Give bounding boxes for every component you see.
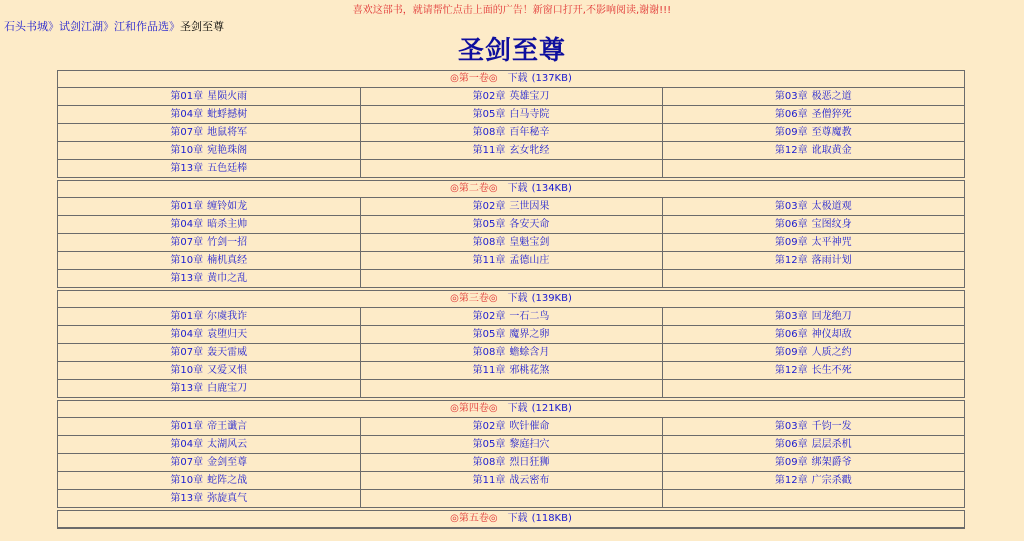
- chapter-cell: [58, 216, 360, 234]
- chapter-link[interactable]: [775, 219, 852, 230]
- chapter-number: 第06章: [774, 109, 808, 120]
- chapter-title: 竹剑一招: [207, 237, 248, 248]
- chapter-row: [58, 308, 964, 326]
- chapter-number: 第05章: [472, 219, 506, 230]
- chapter-row: [58, 216, 964, 234]
- volume-header: [58, 401, 964, 418]
- chapter-link[interactable]: [775, 439, 852, 450]
- chapter-number: 第13章: [170, 273, 204, 284]
- chapter-title: 各安天命: [509, 219, 550, 230]
- chapter-title: 人质之约: [811, 347, 852, 358]
- chapter-cell: [662, 380, 964, 398]
- chapter-cell: [662, 234, 964, 252]
- volume-download-link[interactable]: 下载: [507, 293, 528, 304]
- chapter-title: 百年秘辛: [509, 127, 550, 138]
- page-title: 圣剑至尊: [457, 36, 566, 66]
- chapter-link[interactable]: [775, 237, 852, 248]
- chapter-number: 第08章: [472, 127, 506, 138]
- chapter-title: 太湖风云: [207, 439, 248, 450]
- chapter-cell: [360, 472, 662, 490]
- breadcrumb-separator: 》: [48, 20, 59, 33]
- chapter-link[interactable]: [473, 91, 550, 102]
- chapter-link[interactable]: [170, 145, 247, 156]
- chapter-title: 三世因果: [509, 201, 550, 212]
- chapter-link[interactable]: [775, 457, 852, 468]
- chapter-title: 金剑至尊: [207, 457, 248, 468]
- chapter-title: 圣僧猝死: [811, 109, 852, 120]
- chapter-row: [58, 198, 964, 216]
- chapter-row: [58, 344, 964, 362]
- chapter-link[interactable]: [170, 347, 247, 358]
- chapter-number: 第13章: [170, 493, 204, 504]
- chapter-number: 第06章: [774, 329, 808, 340]
- volume-header: [58, 71, 964, 88]
- chapter-number: 第05章: [472, 439, 506, 450]
- chapter-cell: [360, 106, 662, 124]
- chapter-cell: [360, 124, 662, 142]
- chapter-cell: [662, 106, 964, 124]
- chapter-number: 第07章: [170, 457, 204, 468]
- chapter-number: 第03章: [774, 91, 808, 102]
- volume-block: [57, 70, 965, 178]
- chapter-title: 玄女牝经: [509, 145, 550, 156]
- chapter-cell: [58, 454, 360, 472]
- chapter-cell: [58, 142, 360, 160]
- chapter-link[interactable]: [170, 127, 247, 138]
- chapter-cell: [58, 106, 360, 124]
- volume-size: (134KB): [531, 183, 572, 194]
- chapter-row: [58, 472, 964, 490]
- chapter-title: 千钧一发: [811, 421, 852, 432]
- chapter-cell: [662, 124, 964, 142]
- chapter-cell: [58, 124, 360, 142]
- chapter-title: 黎庭扫穴: [509, 439, 550, 450]
- chapter-number: 第02章: [472, 201, 506, 212]
- chapter-link[interactable]: [473, 201, 550, 212]
- chapter-cell: [58, 344, 360, 362]
- chapter-number: 第04章: [170, 109, 204, 120]
- chapter-title: 回龙绝刀: [811, 311, 852, 322]
- chapter-number: 第12章: [774, 475, 808, 486]
- chapter-cell: [58, 436, 360, 454]
- chapter-cell: [360, 490, 662, 508]
- chapter-row: [58, 490, 964, 508]
- chapter-cell: [662, 270, 964, 288]
- chapter-row: [58, 160, 964, 178]
- chapter-cell: [662, 216, 964, 234]
- chapter-link[interactable]: [170, 311, 247, 322]
- chapter-table: [58, 88, 964, 177]
- chapter-title: 吹针催命: [509, 421, 550, 432]
- chapter-title: 又爱又恨: [207, 365, 248, 376]
- chapter-cell: [360, 234, 662, 252]
- volume-size: (137KB): [531, 73, 572, 84]
- chapter-link[interactable]: [473, 109, 550, 120]
- volume-name: ◎第三卷◎: [450, 293, 498, 304]
- volume-size: (121KB): [531, 403, 572, 414]
- chapter-number: 第08章: [472, 347, 506, 358]
- chapter-number: 第03章: [774, 201, 808, 212]
- volume-name: ◎第五卷◎: [450, 513, 498, 524]
- chapter-cell: [662, 418, 964, 436]
- chapter-link[interactable]: [170, 329, 247, 340]
- volume-download-link[interactable]: 下载: [507, 183, 528, 194]
- chapter-cell: [662, 490, 964, 508]
- chapter-title: 皇魁宝剑: [509, 237, 550, 248]
- chapter-number: 第11章: [472, 145, 506, 156]
- chapter-link[interactable]: [170, 255, 247, 266]
- chapter-cell: [360, 380, 662, 398]
- volume-name: ◎第二卷◎: [450, 183, 498, 194]
- chapter-number: 第11章: [472, 475, 506, 486]
- chapter-link[interactable]: [170, 457, 247, 468]
- chapter-cell: [662, 88, 964, 106]
- chapter-number: 第08章: [472, 457, 506, 468]
- chapter-number: 第13章: [170, 383, 204, 394]
- chapter-link[interactable]: [775, 475, 852, 486]
- chapter-number: 第07章: [170, 347, 204, 358]
- chapter-cell: [360, 142, 662, 160]
- chapter-cell: [360, 418, 662, 436]
- chapter-cell: [662, 160, 964, 178]
- chapter-number: 第12章: [774, 365, 808, 376]
- chapter-cell: [360, 216, 662, 234]
- chapter-cell: [360, 454, 662, 472]
- chapter-cell: [360, 160, 662, 178]
- chapter-number: 第04章: [170, 219, 204, 230]
- chapter-link[interactable]: [775, 201, 852, 212]
- volume-block: [57, 510, 965, 529]
- chapter-link[interactable]: [775, 365, 852, 376]
- chapter-number: 第10章: [170, 255, 204, 266]
- chapter-cell: [58, 252, 360, 270]
- chapter-link[interactable]: [473, 219, 550, 230]
- chapter-number: 第05章: [472, 329, 506, 340]
- chapter-title: 层层杀机: [811, 439, 852, 450]
- chapter-title: 宝图纹身: [811, 219, 852, 230]
- chapter-title: 烈日狂狮: [509, 457, 550, 468]
- chapter-cell: [360, 362, 662, 380]
- chapter-link[interactable]: [473, 365, 550, 376]
- chapter-cell: [662, 198, 964, 216]
- chapter-number: 第09章: [774, 457, 808, 468]
- chapter-title: 广宗杀戳: [811, 475, 852, 486]
- chapter-title: 白鹿宝刀: [207, 383, 248, 394]
- chapter-number: 第04章: [170, 329, 204, 340]
- chapter-row: [58, 252, 964, 270]
- chapter-number: 第09章: [774, 127, 808, 138]
- chapter-title: 楠机真经: [207, 255, 248, 266]
- chapter-link[interactable]: [775, 145, 852, 156]
- chapter-link[interactable]: [473, 475, 550, 486]
- chapter-number: 第01章: [170, 201, 204, 212]
- volume-download-link[interactable]: 下载: [507, 403, 528, 414]
- chapter-link[interactable]: [775, 421, 852, 432]
- chapter-link[interactable]: [775, 311, 852, 322]
- chapter-link[interactable]: [473, 347, 550, 358]
- chapter-link[interactable]: [473, 311, 550, 322]
- ad-notice: 喜欢这部书，就请帮忙点击上面的广告！新窗口打开,不影响阅读,谢谢!!!: [352, 5, 672, 16]
- breadcrumb: [4, 20, 224, 34]
- chapter-title: 蚍蜉撼树: [207, 109, 248, 120]
- chapter-number: 第01章: [170, 421, 204, 432]
- chapter-cell: [58, 160, 360, 178]
- chapter-number: 第10章: [170, 145, 204, 156]
- volume-header: [58, 181, 964, 198]
- chapter-title: 缠铃如龙: [207, 201, 248, 212]
- chapter-cell: [662, 344, 964, 362]
- chapter-cell: [360, 308, 662, 326]
- chapter-cell: [662, 252, 964, 270]
- chapter-link[interactable]: [170, 237, 247, 248]
- volume-block: [57, 180, 965, 288]
- chapter-number: 第08章: [472, 237, 506, 248]
- chapter-row: [58, 124, 964, 142]
- breadcrumb-home-link[interactable]: 石头书城: [4, 20, 48, 33]
- chapter-table: [58, 308, 964, 397]
- volume-name: ◎第四卷◎: [450, 403, 498, 414]
- chapter-cell: [360, 252, 662, 270]
- chapter-number: 第03章: [774, 311, 808, 322]
- chapter-number: 第02章: [472, 421, 506, 432]
- chapter-title: 宛艳珠阁: [207, 145, 248, 156]
- chapter-table: [58, 198, 964, 287]
- volume-list: [57, 70, 965, 531]
- chapter-cell: [662, 362, 964, 380]
- chapter-number: 第07章: [170, 237, 204, 248]
- volume-header: [58, 291, 964, 308]
- chapter-link[interactable]: [170, 493, 247, 504]
- chapter-number: 第04章: [170, 439, 204, 450]
- chapter-link[interactable]: [170, 421, 247, 432]
- chapter-row: [58, 234, 964, 252]
- chapter-link[interactable]: [473, 145, 550, 156]
- breadcrumb-separator: 》: [103, 20, 114, 33]
- chapter-link[interactable]: [170, 273, 247, 284]
- chapter-number: 第09章: [774, 347, 808, 358]
- breadcrumb-current: 圣剑至尊: [180, 20, 224, 33]
- chapter-number: 第11章: [472, 365, 506, 376]
- chapter-title: 英雄宝刀: [509, 91, 550, 102]
- chapter-cell: [360, 344, 662, 362]
- chapter-title: 弥旋真气: [207, 493, 248, 504]
- chapter-number: 第06章: [774, 439, 808, 450]
- chapter-cell: [360, 270, 662, 288]
- chapter-cell: [58, 234, 360, 252]
- chapter-cell: [58, 362, 360, 380]
- chapter-link[interactable]: [170, 201, 247, 212]
- chapter-link[interactable]: [775, 127, 852, 138]
- chapter-link[interactable]: [473, 255, 550, 266]
- chapter-link[interactable]: [170, 163, 247, 174]
- volume-block: [57, 290, 965, 398]
- chapter-number: 第10章: [170, 365, 204, 376]
- chapter-cell: [58, 198, 360, 216]
- chapter-cell: [58, 380, 360, 398]
- chapter-row: [58, 142, 964, 160]
- chapter-row: [58, 454, 964, 472]
- chapter-cell: [360, 88, 662, 106]
- chapter-title: 帝王谶言: [207, 421, 248, 432]
- chapter-number: 第10章: [170, 475, 204, 486]
- chapter-number: 第02章: [472, 311, 506, 322]
- chapter-number: 第12章: [774, 145, 808, 156]
- chapter-number: 第02章: [472, 91, 506, 102]
- chapter-row: [58, 326, 964, 344]
- chapter-title: 极恶之道: [811, 91, 852, 102]
- breadcrumb-separator: 》: [169, 20, 180, 33]
- volume-header: [58, 511, 964, 528]
- chapter-title: 太平神咒: [811, 237, 852, 248]
- chapter-title: 至尊魔教: [811, 127, 852, 138]
- chapter-link[interactable]: [473, 329, 550, 340]
- chapter-number: 第09章: [774, 237, 808, 248]
- chapter-title: 长生不死: [811, 365, 852, 376]
- chapter-row: [58, 362, 964, 380]
- volume-download-link[interactable]: 下载: [507, 513, 528, 524]
- chapter-title: 五色廷棒: [207, 163, 248, 174]
- breadcrumb-category-link[interactable]: 试剑江湖: [59, 20, 103, 33]
- chapter-title: 尔虞我诈: [207, 311, 248, 322]
- chapter-number: 第01章: [170, 91, 204, 102]
- chapter-link[interactable]: [473, 127, 550, 138]
- chapter-link[interactable]: [473, 457, 550, 468]
- chapter-title: 地鼠将军: [207, 127, 248, 138]
- chapter-cell: [662, 308, 964, 326]
- chapter-title: 蛇阵之战: [207, 475, 248, 486]
- volume-size: (118KB): [531, 513, 572, 524]
- chapter-link[interactable]: [170, 475, 247, 486]
- chapter-title: 白马寺院: [509, 109, 550, 120]
- chapter-title: 落雨计划: [811, 255, 852, 266]
- chapter-link[interactable]: [775, 255, 852, 266]
- chapter-cell: [662, 472, 964, 490]
- chapter-link[interactable]: [170, 383, 247, 394]
- chapter-number: 第05章: [472, 109, 506, 120]
- chapter-link[interactable]: [473, 237, 550, 248]
- chapter-title: 暗杀主帅: [207, 219, 248, 230]
- chapter-title: 一石二鸟: [509, 311, 550, 322]
- chapter-cell: [58, 472, 360, 490]
- breadcrumb-author-link[interactable]: 江和作品选: [114, 20, 169, 33]
- chapter-cell: [58, 490, 360, 508]
- chapter-cell: [58, 88, 360, 106]
- chapter-number: 第01章: [170, 311, 204, 322]
- chapter-title: 战云密布: [509, 475, 550, 486]
- chapter-cell: [662, 454, 964, 472]
- chapter-number: 第12章: [774, 255, 808, 266]
- chapter-title: 轰天雷威: [207, 347, 248, 358]
- chapter-number: 第11章: [472, 255, 506, 266]
- chapter-row: [58, 88, 964, 106]
- chapter-link[interactable]: [473, 439, 550, 450]
- chapter-title: 太极道观: [811, 201, 852, 212]
- volume-size: (139KB): [531, 293, 572, 304]
- chapter-link[interactable]: [170, 219, 247, 230]
- chapter-cell: [58, 326, 360, 344]
- chapter-cell: [360, 198, 662, 216]
- chapter-link[interactable]: [775, 329, 852, 340]
- chapter-title: 魔界之卵: [509, 329, 550, 340]
- chapter-link[interactable]: [170, 439, 247, 450]
- chapter-cell: [662, 142, 964, 160]
- chapter-title: 孟德山庄: [509, 255, 550, 266]
- chapter-title: 邪桃花煞: [509, 365, 550, 376]
- chapter-number: 第03章: [774, 421, 808, 432]
- chapter-number: 第07章: [170, 127, 204, 138]
- chapter-row: [58, 436, 964, 454]
- chapter-cell: [58, 418, 360, 436]
- chapter-row: [58, 380, 964, 398]
- chapter-link[interactable]: [775, 109, 852, 120]
- chapter-link[interactable]: [473, 421, 550, 432]
- volume-block: [57, 400, 965, 508]
- chapter-cell: [662, 436, 964, 454]
- chapter-link[interactable]: [775, 91, 852, 102]
- chapter-row: [58, 418, 964, 436]
- chapter-number: 第13章: [170, 163, 204, 174]
- volume-name: ◎第一卷◎: [450, 73, 498, 84]
- chapter-title: 神仪却敌: [811, 329, 852, 340]
- volume-download-link[interactable]: 下载: [507, 73, 528, 84]
- chapter-cell: [360, 326, 662, 344]
- chapter-title: 袁堕归天: [207, 329, 248, 340]
- chapter-cell: [58, 270, 360, 288]
- chapter-cell: [662, 326, 964, 344]
- chapter-cell: [58, 308, 360, 326]
- chapter-number: 第06章: [774, 219, 808, 230]
- chapter-link[interactable]: [775, 347, 852, 358]
- chapter-row: [58, 106, 964, 124]
- chapter-title: 讹取黄金: [811, 145, 852, 156]
- chapter-table: [58, 418, 964, 507]
- chapter-title: 黄巾之乱: [207, 273, 248, 284]
- chapter-link[interactable]: [170, 109, 247, 120]
- chapter-cell: [360, 436, 662, 454]
- chapter-row: [58, 270, 964, 288]
- chapter-title: 蟾蜍含月: [509, 347, 550, 358]
- chapter-link[interactable]: [170, 365, 247, 376]
- chapter-link[interactable]: [170, 91, 247, 102]
- chapter-title: 绑架爵爷: [811, 457, 852, 468]
- chapter-title: 星陨火雨: [207, 91, 248, 102]
